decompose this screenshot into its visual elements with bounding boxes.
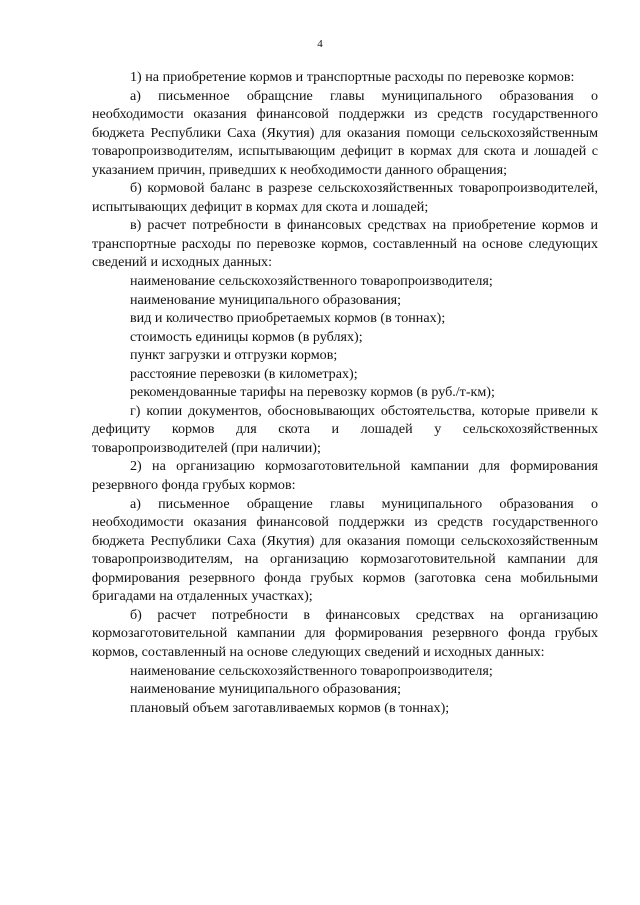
list-item: пункт загрузки и отгрузки кормов; — [130, 347, 338, 364]
page-number: 4 — [317, 38, 323, 50]
paragraph-2-harvest-campaign: 2) на организацию кормозаготовительной кампании для формирования резервного фонда грубых кормов: — [92, 458, 598, 494]
list-item: наименование сельскохозяйственного товаропроизводителя; — [130, 662, 493, 679]
paragraph-1c-funding-calculation: в) расчет потребности в финансовых средствах на приобретение кормов и транспортные расходы по перевозке кормов, составленный на основе следующих сведений и исходных данных: — [92, 217, 598, 271]
paragraph-1b-feed-balance: б) кормовой баланс в разрезе сельскохозяйственных товаропроизводителей, испытывающих дефицит в кормах для скота и лошадей; — [92, 180, 598, 215]
document-body — [92, 68, 598, 717]
paragraph-1d-document-copies: г) копии документов, обосновывающих обстоятельства, которые привели к дефициту кормов для скота и лошадей у сельскохозяйственных товаропроизводителей (при наличии); — [92, 402, 598, 456]
paragraph-2b-funding-calculation: б) расчет потребности в финансовых средствах на организацию кормозаготовительной кампании для формирования резервного фонда грубых кормов, составленный на основе следующих сведений и исходных данных: — [92, 606, 598, 660]
list-item: плановый объем заготавливаемых кормов (в тоннах); — [130, 699, 450, 716]
list-item: наименование муниципального образования; — [130, 291, 402, 308]
list-item: вид и количество приобретаемых кормов (в тоннах); — [130, 310, 446, 327]
list-item: рекомендованные тарифы на перевозку кормов (в руб./т-км); — [130, 384, 495, 401]
list-item: наименование муниципального образования; — [130, 681, 402, 698]
paragraph-1-feed-purchase: 1) на приобретение кормов и транспортные расходы по перевозке кормов: — [130, 69, 575, 85]
paragraph-1a-written-request: а) письменное обращсние главы муниципального образования о необходимости оказания финансовой поддержки из средств государственного бюджета Республики Саха (Якутия) для оказания помощи сельскохозяйственным товаропроизводителям, испытывающим дефицит в кормах для скота и лошадей с указанием причин, приведших к необходимости данного обращения; — [92, 87, 598, 178]
list-item: наименование сельскохозяйственного товаропроизводителя; — [130, 273, 493, 290]
paragraph-2a-written-request: а) письменное обращение главы муниципального образования о необходимости оказания финансовой поддержки из средств государственного бюджета Республики Саха (Якутия) для оказания помощи сельскохозяйственным товаропроизводителям, на организацию кормозаготовительной кампании для формирования резервного фонда грубых кормов (заготовка сена мобильными бригадами на отдаленных участках); — [92, 495, 598, 605]
list-item: стоимость единицы кормов (в рублях); — [130, 328, 363, 345]
list-item: расстояние перевозки (в километрах); — [130, 365, 358, 382]
